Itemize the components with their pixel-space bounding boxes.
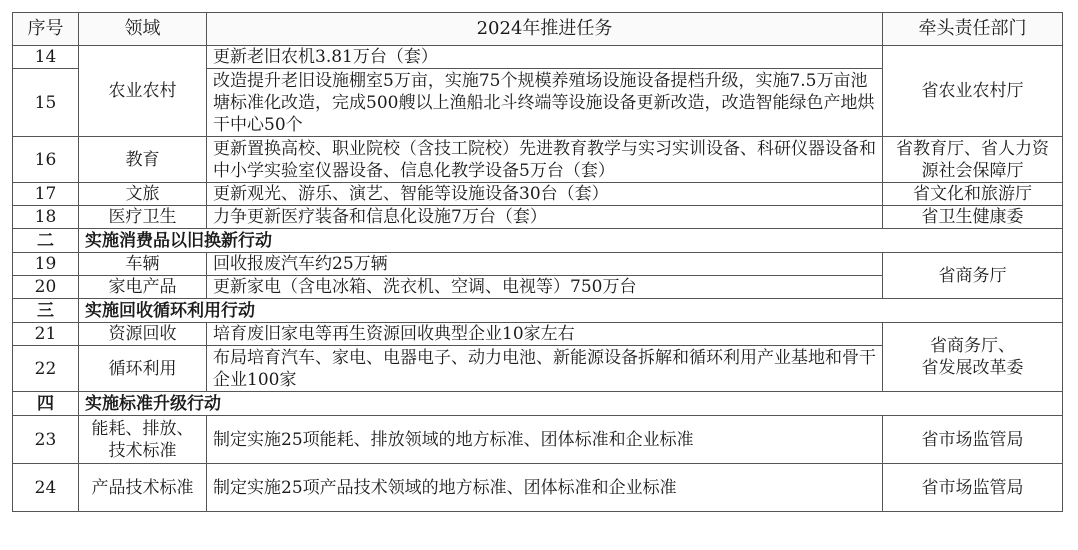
row-dept: 省市场监管局 [883,464,1063,512]
table-row [13,323,1063,346]
row-task: 更新置换高校、职业院校（含技工院校）先进教育教学与实习实训设备、科研仪器设备和中小学实验室仪器设备、信息化教学设备5万台（套） [207,137,883,183]
row-dept: 省教育厅、省人力资源社会保障厅 [883,137,1063,183]
row-dept [883,323,1063,392]
row-field: 医疗卫生 [79,206,207,229]
row-task: 培育废旧家电等再生资源回收典型企业10家左右 [207,323,883,346]
header-row [13,13,1063,46]
table-row [13,416,1063,464]
row-field: 能耗、排放、技术标准 [79,416,207,464]
row-field: 循环利用 [79,346,207,392]
row-task: 更新观光、游乐、演艺、智能等设施设备30台（套） [207,183,883,206]
row-index: 14 [13,46,79,69]
row-task: 更新老旧农机3.81万台（套） [207,46,883,69]
section-index: 二 [13,229,79,253]
row-field: 资源回收 [79,323,207,346]
task-table [12,12,1063,512]
row-index: 17 [13,183,79,206]
row-index: 23 [13,416,79,464]
dept-line: 省发展改革委 [921,358,1024,378]
section-title: 实施回收循环利用行动 [79,299,1063,323]
row-field: 家电产品 [79,276,207,299]
table-row [13,137,1063,183]
header-task: 2024年推进任务 [207,13,883,46]
row-index: 18 [13,206,79,229]
row-index: 22 [13,346,79,392]
header-index: 序号 [13,13,79,46]
row-index: 21 [13,323,79,346]
row-field: 车辆 [79,253,207,276]
dept-line: 省商务厅、 [930,336,1015,356]
row-index: 19 [13,253,79,276]
row-dept: 省卫生健康委 [883,206,1063,229]
row-dept: 省农业农村厅 [883,46,1063,137]
row-task: 回收报废汽车约25万辆 [207,253,883,276]
row-index: 24 [13,464,79,512]
section-index: 四 [13,392,79,416]
section-index: 三 [13,299,79,323]
row-field: 农业农村 [79,46,207,137]
row-task: 布局培育汽车、家电、电器电子、动力电池、新能源设备拆解和循环利用产业基地和骨干企业100家 [207,346,883,392]
row-index: 15 [13,69,79,137]
row-field: 产品技术标准 [79,464,207,512]
row-index: 20 [13,276,79,299]
row-task: 力争更新医疗装备和信息化设施7万台（套） [207,206,883,229]
row-dept: 省市场监管局 [883,416,1063,464]
section-title: 实施消费品以旧换新行动 [79,229,1063,253]
row-task: 制定实施25项能耗、排放领域的地方标准、团体标准和企业标准 [207,416,883,464]
row-task: 更新家电（含电冰箱、洗衣机、空调、电视等）750万台 [207,276,883,299]
table-row [13,464,1063,512]
section-title: 实施标准升级行动 [79,392,1063,416]
section-row [13,392,1063,416]
row-dept: 省商务厅 [883,253,1063,299]
row-index: 16 [13,137,79,183]
table-row [13,253,1063,276]
row-field: 文旅 [79,183,207,206]
table-row [13,206,1063,229]
header-dept: 牵头责任部门 [883,13,1063,46]
row-task: 制定实施25项产品技术领域的地方标准、团体标准和企业标准 [207,464,883,512]
row-task: 改造提升老旧设施棚室5万亩，实施75个规模养殖场设施设备提档升级，实施7.5万亩池塘标准化改造，完成500艘以上渔船北斗终端等设施设备更新改造，改造智能绿色产地烘干中心50个 [207,69,883,137]
row-field: 教育 [79,137,207,183]
table-wrapper [12,12,1063,512]
section-row [13,229,1063,253]
table-row [13,183,1063,206]
table-row [13,46,1063,69]
section-row [13,299,1063,323]
row-dept: 省文化和旅游厅 [883,183,1063,206]
header-field: 领域 [79,13,207,46]
